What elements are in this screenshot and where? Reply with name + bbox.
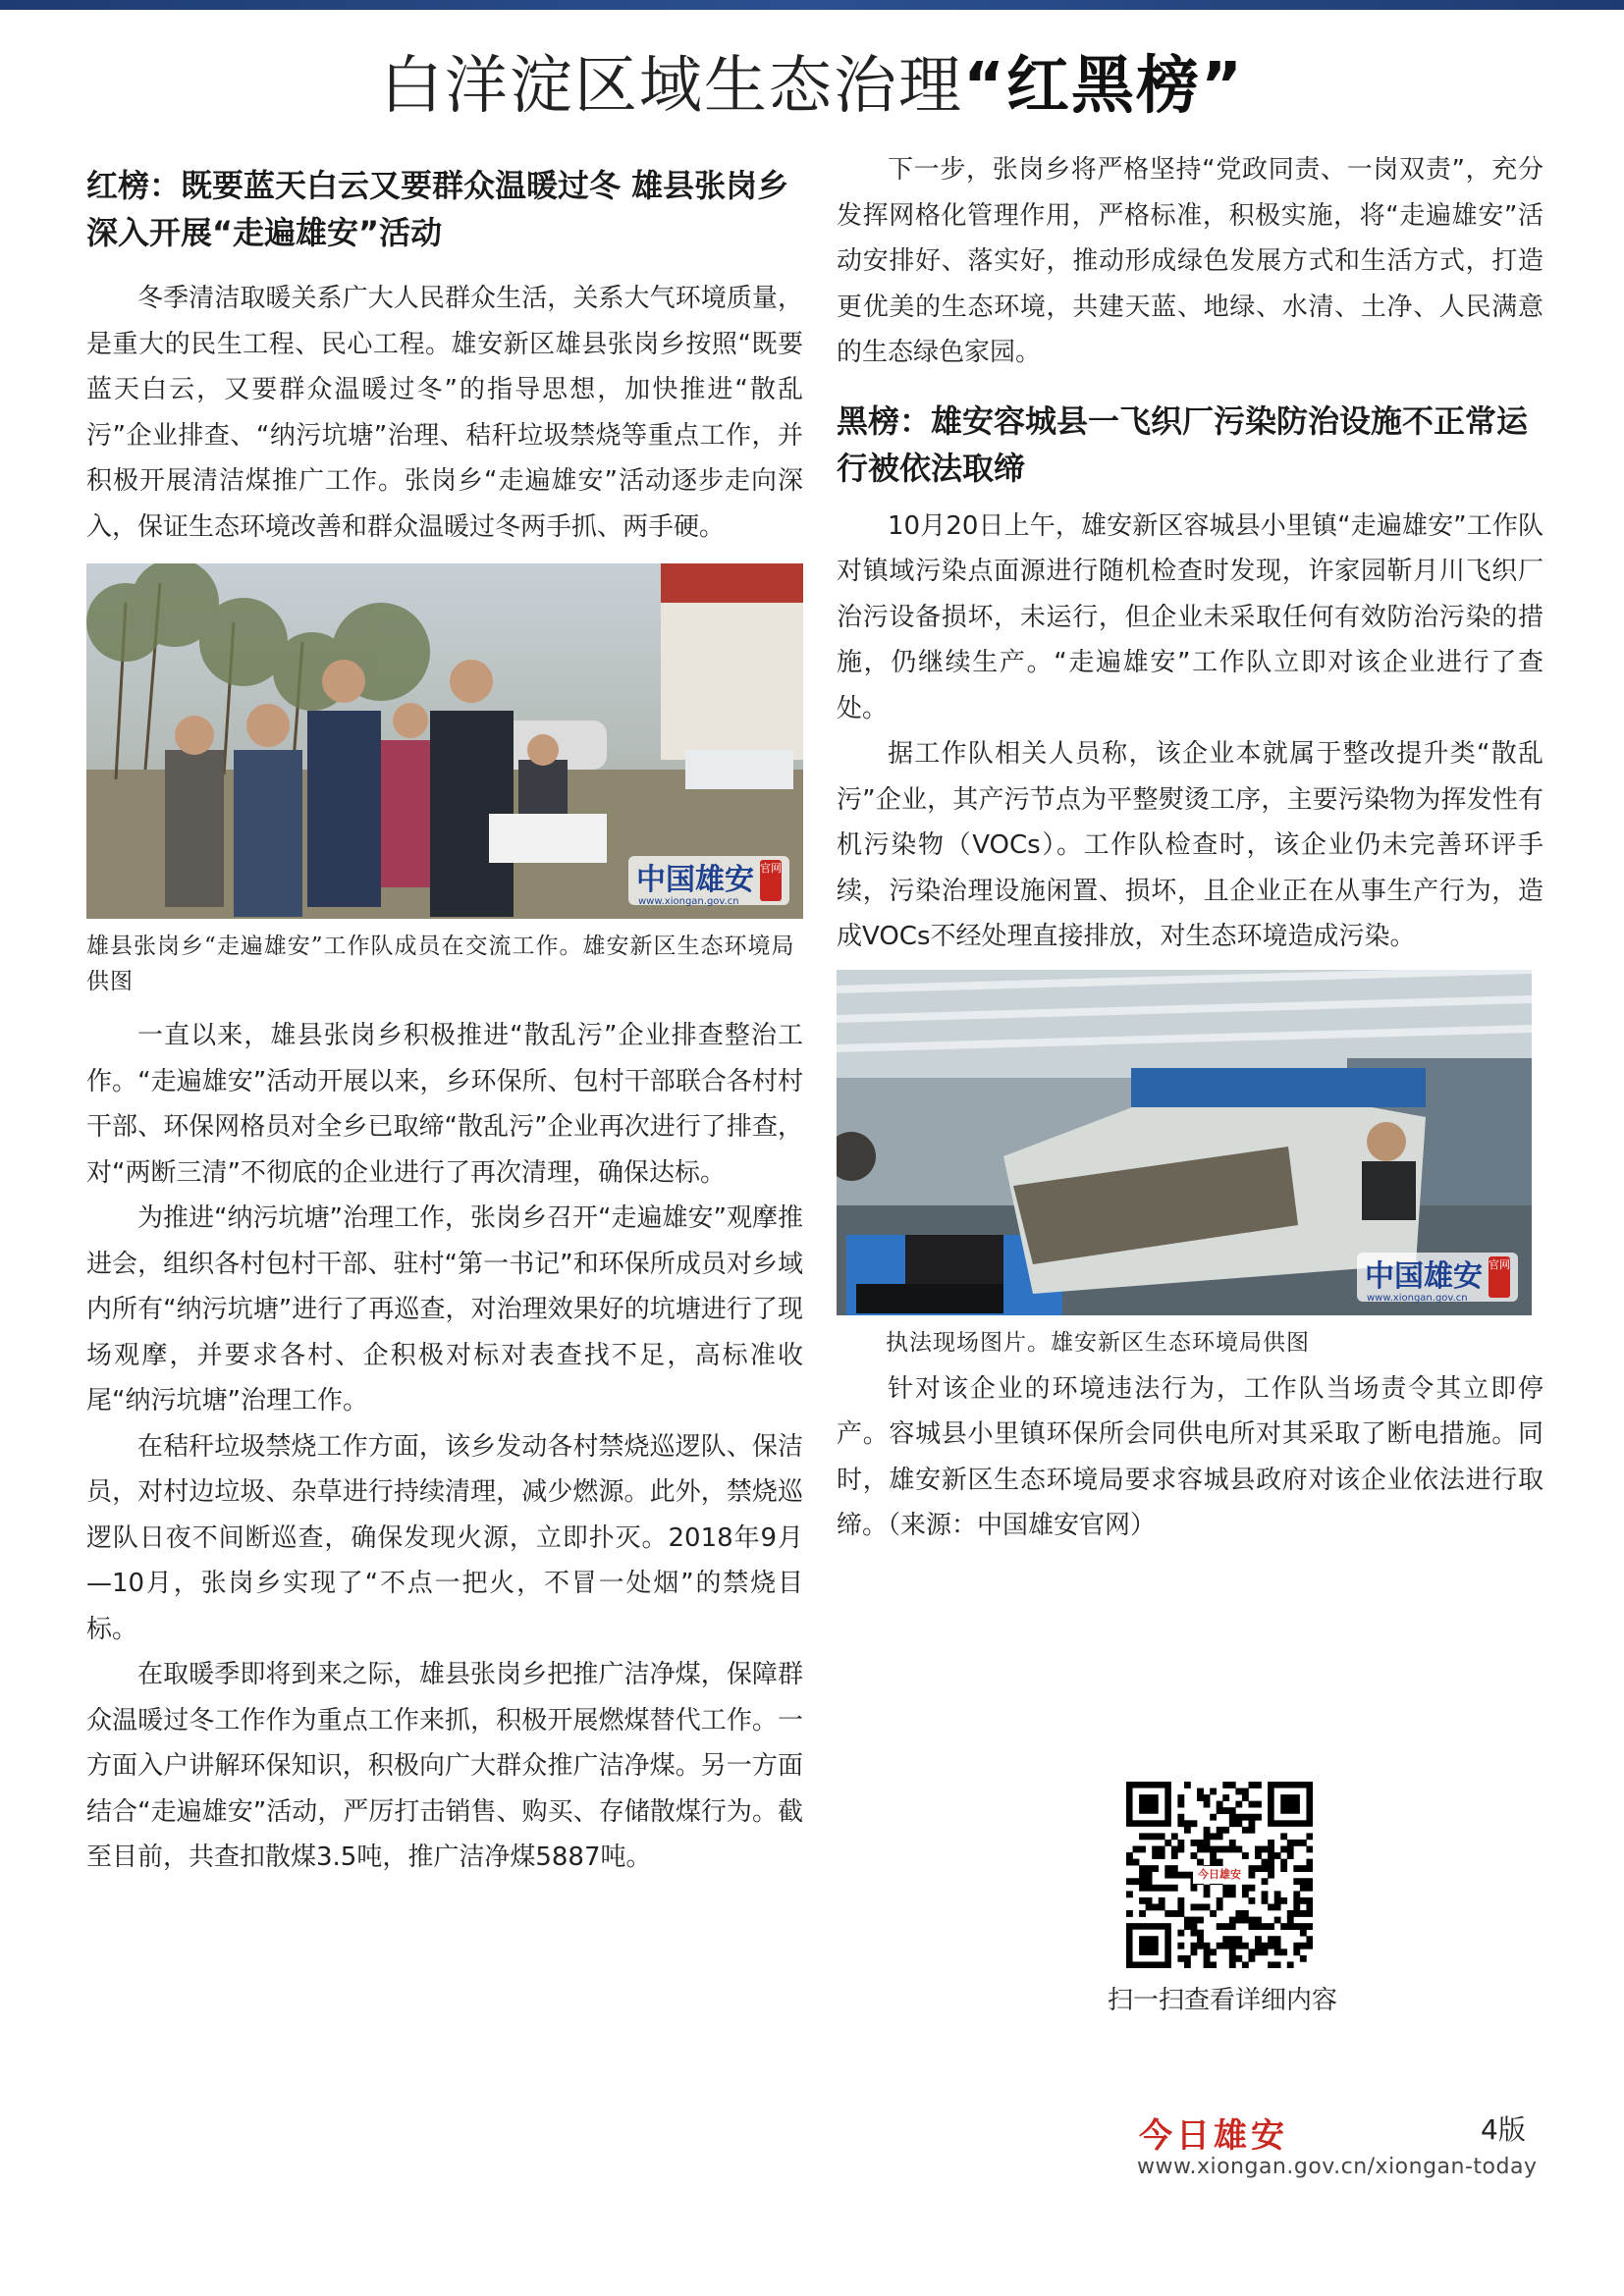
black-list-photo-caption: 执法现场图片。雄安新区生态环境局供图 bbox=[886, 1329, 1310, 1356]
black-list-heading: 黑榜：雄安容城县一飞织厂污染防治设施不正常运行被依法取缔 bbox=[837, 401, 1529, 487]
watermark-logo-text: 中国雄安 bbox=[636, 863, 754, 897]
watermark-logo-2 bbox=[1357, 1253, 1518, 1302]
page-title-main: 白洋淀区域生态治理 bbox=[379, 50, 963, 123]
top-banner-bar bbox=[0, 0, 1624, 10]
footer-url[interactable]: www.xiongan.gov.cn/xiongan-today bbox=[1137, 2155, 1538, 2179]
black-list-closing: 针对该企业的环境违法行为，工作队当场责令其立即停产。容城县小里镇环保所会同供电所对其采取了断电措施。同时，雄安新区生态环境局要求容城县政府对该企业依法进行取缔。（来源：中国雄安官网） bbox=[837, 1373, 1543, 1540]
red-list-photo bbox=[86, 563, 803, 919]
red-list-paragraph-3: 在秸秆垃圾禁烧工作方面，该乡发动各村禁烧巡逻队、保洁员，对村边垃圾、杂草进行持续清理，减少燃源。此外，禁烧巡逻队日夜不间断巡查，确保发现火源，立即扑灭。2018年9月—10月，张岗乡实现了“不点一把火，不冒一处烟”的禁烧目标。 bbox=[86, 1431, 803, 1644]
red-list-paragraph-1: 一直以来，雄县张岗乡积极推进“散乱污”企业排查整治工作。“走遍雄安”活动开展以来，乡环保所、包村干部联合各村村干部、环保网格员对全乡已取缔“散乱污”企业再次进行了排查，对“两断三清”不彻底的企业进行了再次清理，确保达标。 bbox=[86, 1021, 803, 1188]
page-title bbox=[0, 37, 1624, 135]
qr-center-label: 今日雄安 bbox=[1193, 1866, 1246, 1884]
red-list-photo-caption: 雄县张岗乡“走遍雄安”工作队成员在交流工作。雄安新区生态环境局供图 bbox=[86, 934, 795, 994]
red-list-next-step: 下一步，张岗乡将严格坚持“党政同责、一岗双责”，充分发挥网格化管理作用，严格标准，积极实施，将“走遍雄安”活动安排好、落实好，推动形成绿色发展方式和生活方式，打造更优美的生态环境，共建天蓝、地绿、水清、土净、人民满意的生态绿色家园。 bbox=[837, 155, 1543, 367]
footer-edition: 4版 bbox=[1481, 2113, 1526, 2146]
qr-caption: 扫一扫查看详细内容 bbox=[1107, 1986, 1337, 2015]
black-list-photo bbox=[837, 970, 1532, 1315]
red-list-heading: 红榜：既要蓝天白云又要群众温暖过冬 雄县张岗乡深入开展“走遍雄安”活动 bbox=[86, 167, 789, 251]
watermark-seal: 官网 bbox=[760, 860, 782, 901]
watermark-logo-text-2: 中国雄安 bbox=[1365, 1258, 1483, 1294]
watermark-seal-2: 官网 bbox=[1489, 1256, 1510, 1298]
watermark-logo bbox=[628, 856, 789, 905]
red-list-intro: 冬季清洁取暖关系广大人民群众生活，关系大气环境质量，是重大的民生工程、民心工程。雄安新区雄县张岗乡按照“既要蓝天白云，又要群众温暖过冬”的指导思想，加快推进“散乱污”企业排查、“纳污坑塘”治理、秸秆垃圾禁烧等重点工作，并积极开展清洁煤推广工作。张岗乡“走遍雄安”活动逐步走向深入，保证生态环境改善和群众温暖过冬两手抓、两手硬。 bbox=[86, 284, 803, 542]
red-list-paragraph-4: 在取暖季即将到来之际，雄县张岗乡把推广洁净煤，保障群众温暖过冬工作作为重点工作来抓，积极开展燃煤替代工作。一方面入户讲解环保知识，积极向广大群众推广洁净煤。另一方面结合“走遍雄安”活动，严厉打击销售、购买、存储散煤行为。截至目前，共查扣散煤3.5吨，推广洁净煤5887吨。 bbox=[86, 1660, 803, 1872]
black-list-paragraph-1: 10月20日上午，雄安新区容城县小里镇“走遍雄安”工作队对镇域污染点面源进行随机检查时发现，许家园靳月川飞织厂治污设备损坏，未运行，但企业未采取任何有效防治污染的措施，仍继续生产。“走遍雄安”工作队立即对该企业进行了查处。 bbox=[837, 510, 1543, 723]
footer-brand: 今日雄安 bbox=[1139, 2116, 1288, 2156]
qr-code[interactable] bbox=[1126, 1782, 1313, 1968]
left-column bbox=[86, 162, 803, 1881]
page-title-quoted: “红黑榜” bbox=[962, 50, 1245, 123]
watermark-url: www.xiongan.gov.cn bbox=[638, 896, 739, 907]
right-column bbox=[837, 147, 1543, 1549]
red-list-paragraph-2: 为推进“纳污坑塘”治理工作，张岗乡召开“走遍雄安”观摩推进会，组织各村包村干部、驻村“第一书记”和环保所成员对乡域内所有“纳污坑塘”进行了再巡查，对治理效果好的坑塘进行了现场观摩，并要求各村、企积极对标对表查找不足，高标准收尾“纳污坑塘”治理工作。 bbox=[86, 1203, 803, 1415]
watermark-url-2: www.xiongan.gov.cn bbox=[1367, 1292, 1468, 1304]
black-list-paragraph-2: 据工作队相关人员称，该企业本就属于整改提升类“散乱污”企业，其产污节点为平整熨烫工序，主要污染物为挥发性有机污染物（VOCs）。工作队检查时，该企业仍未完善环评手续，污染治理设施闲置、损坏，且企业正在从事生产行为，造成VOCs不经处理直接排放，对生态环境造成污染。 bbox=[837, 739, 1543, 951]
